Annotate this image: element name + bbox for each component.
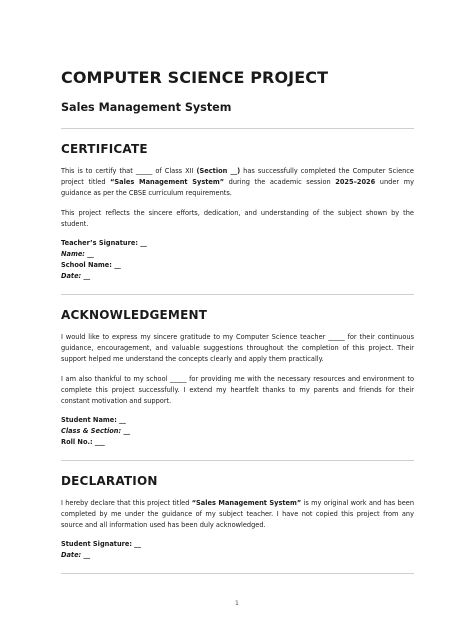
certificate-paragraph-2: This project reflects the sincere efforts, dedication, and understanding of the subject shown by the student. — [61, 209, 414, 228]
acknowledgement-signature-block — [61, 415, 414, 448]
roll-no-line: Roll No.: ___ — [61, 438, 105, 446]
text-run: is my original work and has been completed by me under the guidance of my subject teacher. I have not copied this project from any source and all information used has been duly acknowledged. — [61, 499, 415, 529]
document-subtitle: Sales Management System — [61, 101, 232, 114]
project-title-ref: “Sales Management System” — [191, 499, 302, 507]
acknowledgement-paragraph-2: I am also thankful to my school _____ for providing me with the necessary resources and environment to complete this project successfully. I extend my heartfelt thanks to my parents and friends for their constant motivation and support. — [61, 375, 414, 405]
declaration-paragraph — [61, 498, 414, 531]
class-section-line: Class & Section: __ — [61, 427, 131, 435]
divider — [61, 573, 414, 574]
divider — [61, 460, 414, 461]
text-run: has successfully completed the Computer Science project titled — [61, 167, 414, 186]
text-run: during the academic session — [224, 178, 336, 186]
text-run: under my guidance as per the CBSE curriculum requirements. — [61, 178, 414, 197]
academic-session: 2025–2026 — [335, 178, 376, 186]
acknowledgement-paragraph-1: I would like to express my sincere gratitude to my Computer Science teacher _____ for their continuous guidance, encouragement, and valuable suggestions throughout the completion of this project. Their support helped me understand the concepts clearly and apply them practically. — [61, 333, 414, 363]
teacher-name-line: Name: __ — [61, 250, 94, 258]
declaration-signature-block — [61, 539, 414, 561]
divider — [61, 294, 414, 295]
teacher-signature-line: Teacher’s Signature: __ — [61, 239, 147, 247]
student-name-line: Student Name: __ — [61, 416, 126, 424]
school-name-line: School Name: __ — [61, 261, 121, 269]
student-signature-line: Student Signature: __ — [61, 540, 141, 548]
document-page — [61, 68, 414, 574]
certificate-heading: CERTIFICATE — [61, 142, 148, 156]
divider — [61, 128, 414, 129]
certificate-signature-block — [61, 238, 414, 282]
acknowledgement-heading: ACKNOWLEDGEMENT — [61, 308, 208, 322]
text-run: This is to certify that _____ of Class XII — [61, 167, 197, 175]
certificate-date-line: Date: __ — [61, 272, 91, 280]
project-title-ref: “Sales Management System” — [110, 178, 225, 186]
text-run: I hereby declare that this project titled — [61, 499, 192, 507]
certificate-paragraph-1 — [61, 166, 414, 199]
section-placeholder: (Section __) — [196, 167, 241, 175]
page-number: 1 — [234, 599, 240, 607]
declaration-date-line: Date: __ — [61, 551, 91, 559]
declaration-heading: DECLARATION — [61, 474, 158, 488]
document-title: COMPUTER SCIENCE PROJECT — [61, 68, 329, 87]
